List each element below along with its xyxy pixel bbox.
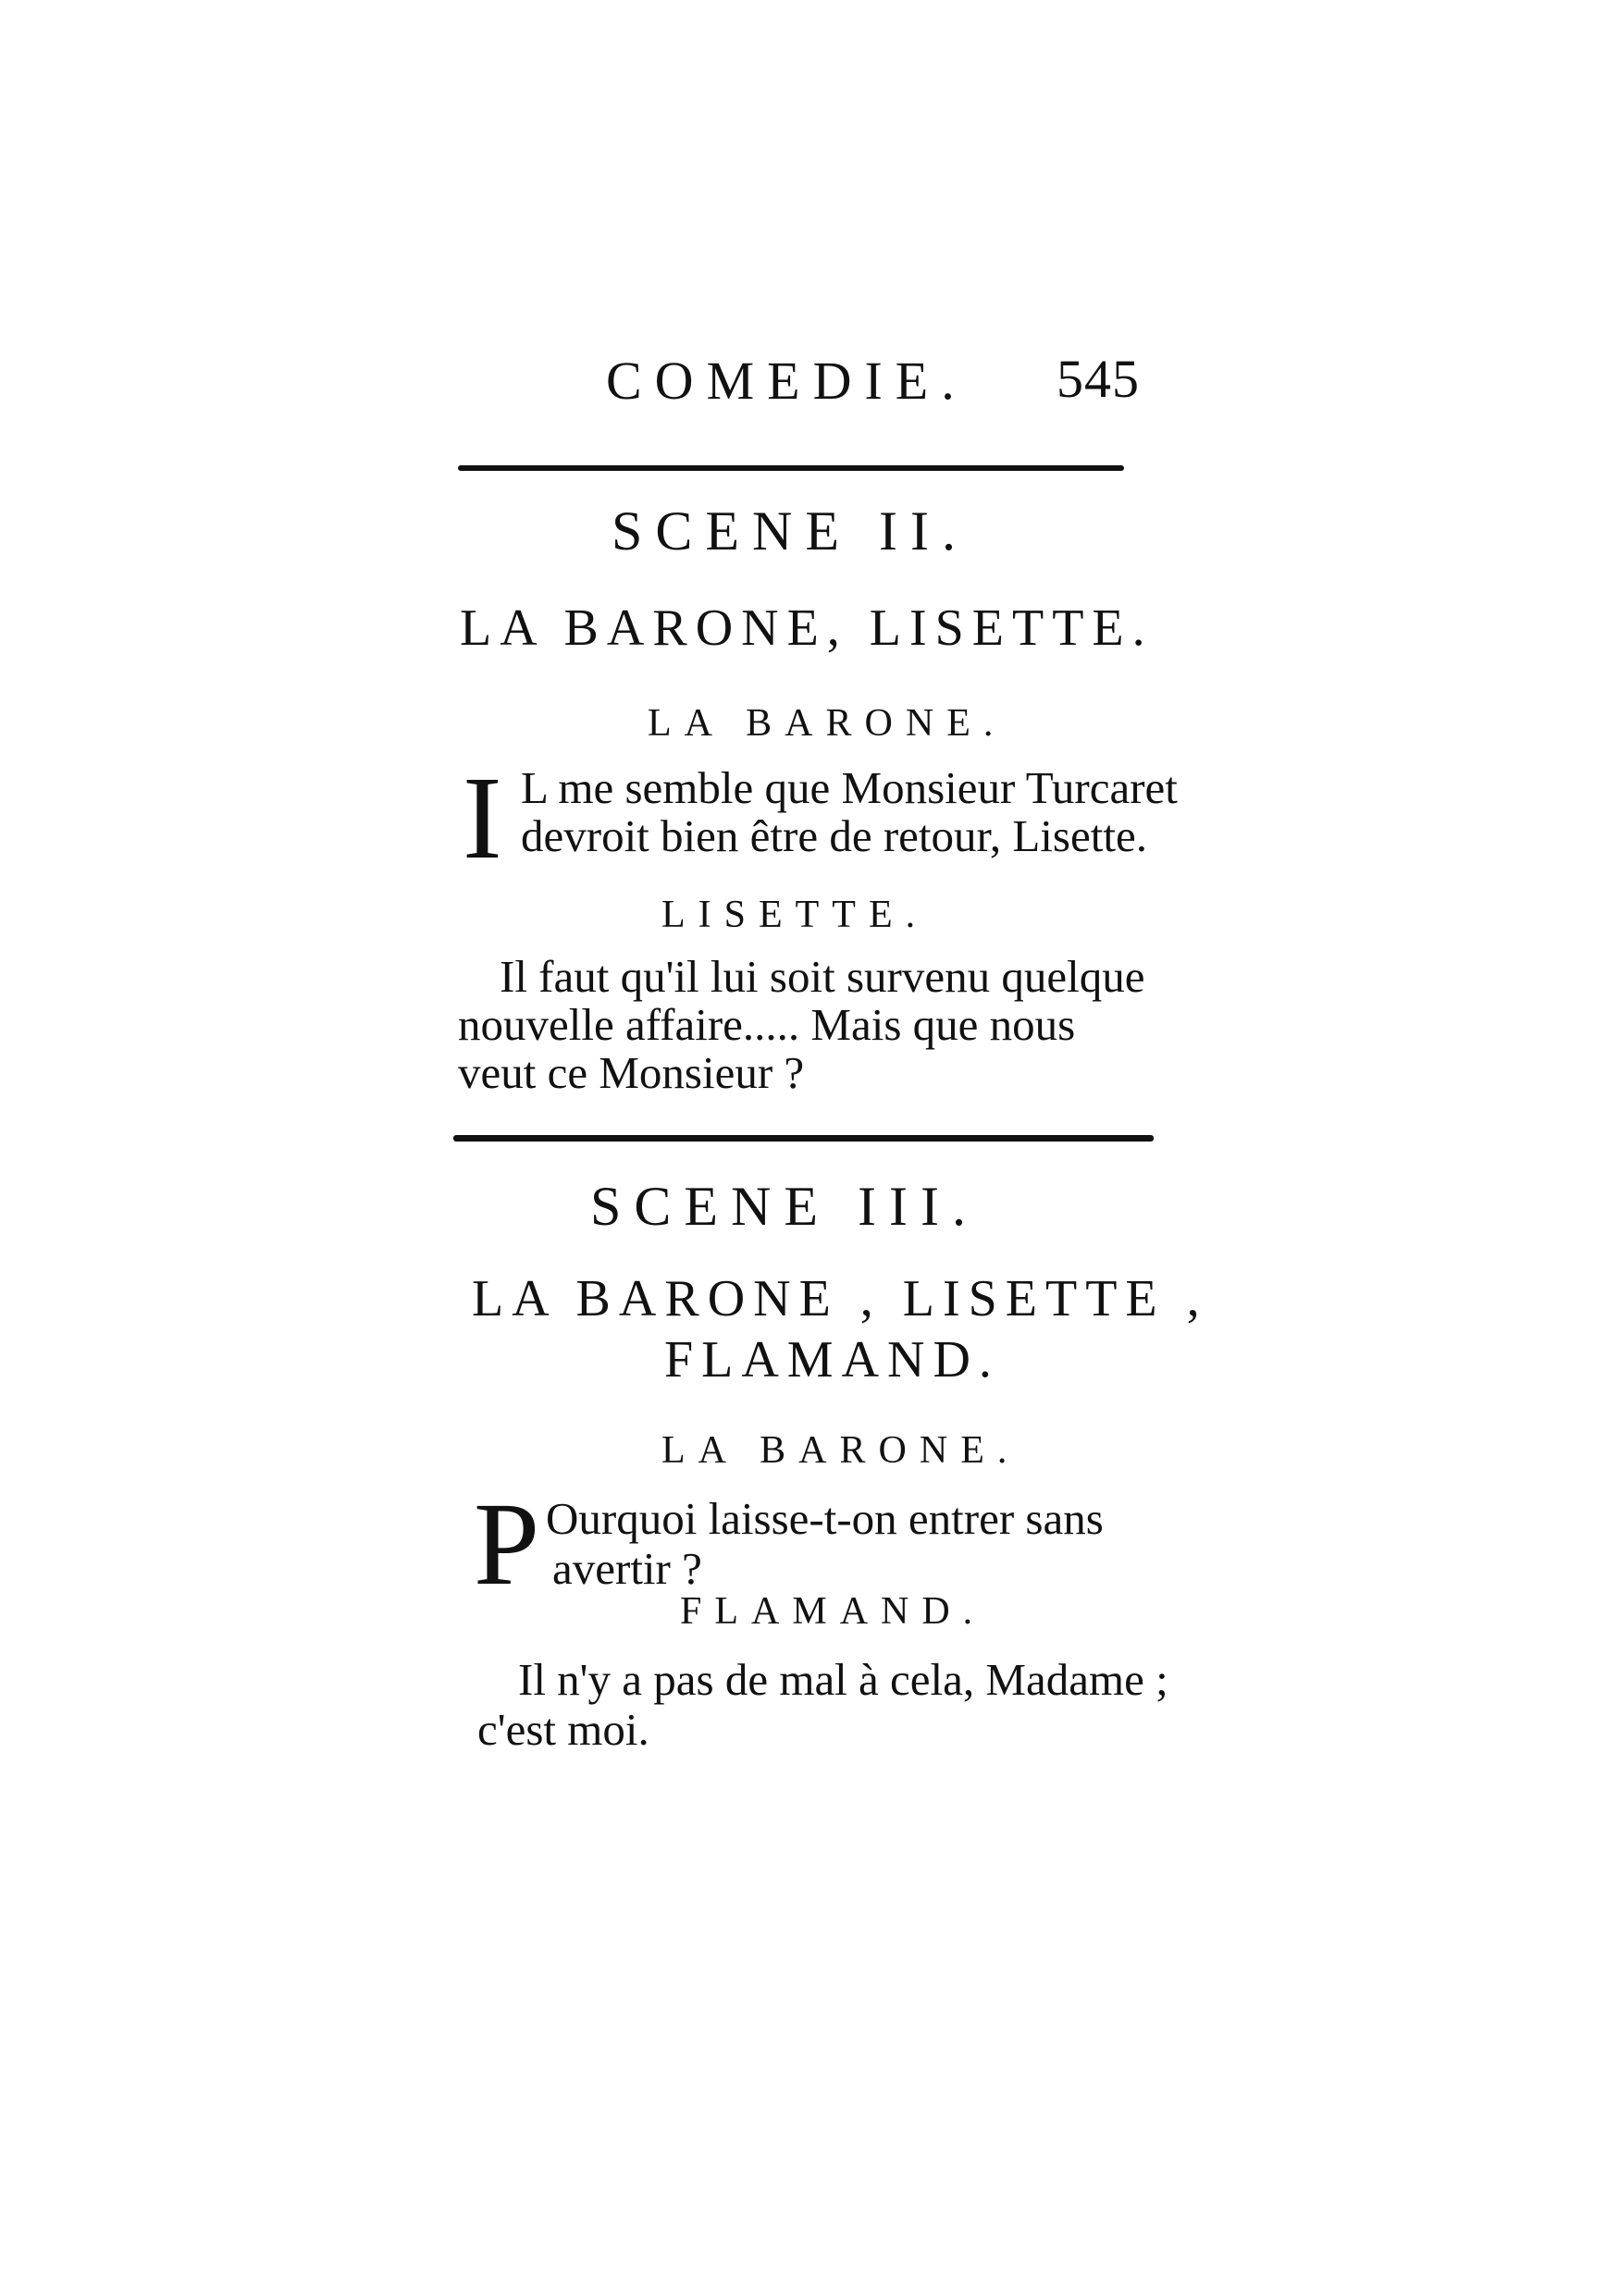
drop-cap: P [474,1478,540,1610]
speech-line: avertir ? [552,1543,702,1594]
speaker-flamand: FLAMAND. [680,1590,986,1633]
scene-divider-rule [453,1135,1154,1142]
scene-3-heading: SCENE III. [590,1176,979,1237]
speech-line: nouvelle affaire..... Mais que nous [458,999,1076,1050]
drop-cap: I [463,752,502,883]
speaker-lisette: LISETTE. [661,894,929,936]
running-title: COMEDIE. [606,351,968,411]
speaker-la-barone: LA BARONE. [648,702,1007,745]
scene-3-cast-line-1: LA BARONE , LISETTE , [472,1270,1208,1327]
speech-line: Ourquoi laisse-t-on entrer sans [546,1493,1104,1544]
speech-line: Il n'y a pas de mal à cela, Madame ; [518,1654,1168,1705]
speaker-la-barone: LA BARONE. [661,1429,1020,1472]
speech-line: devroit bien être de retour, Lisette. [521,810,1147,861]
scene-2-heading: SCENE II. [612,500,969,562]
speech-line: veut ce Monsieur ? [458,1047,805,1098]
page-number: 545 [1057,349,1140,409]
scene-2-cast: LA BARONE, LISETTE. [460,599,1154,657]
speech-line: Il faut qu'il lui soit survenu quelque [500,951,1145,1002]
scene-3-cast-line-2: FLAMAND. [664,1331,1000,1389]
speech-line: c'est moi. [477,1704,649,1755]
header-rule [458,465,1124,471]
speech-line: L me semble que Monsieur Turcaret [521,762,1178,813]
